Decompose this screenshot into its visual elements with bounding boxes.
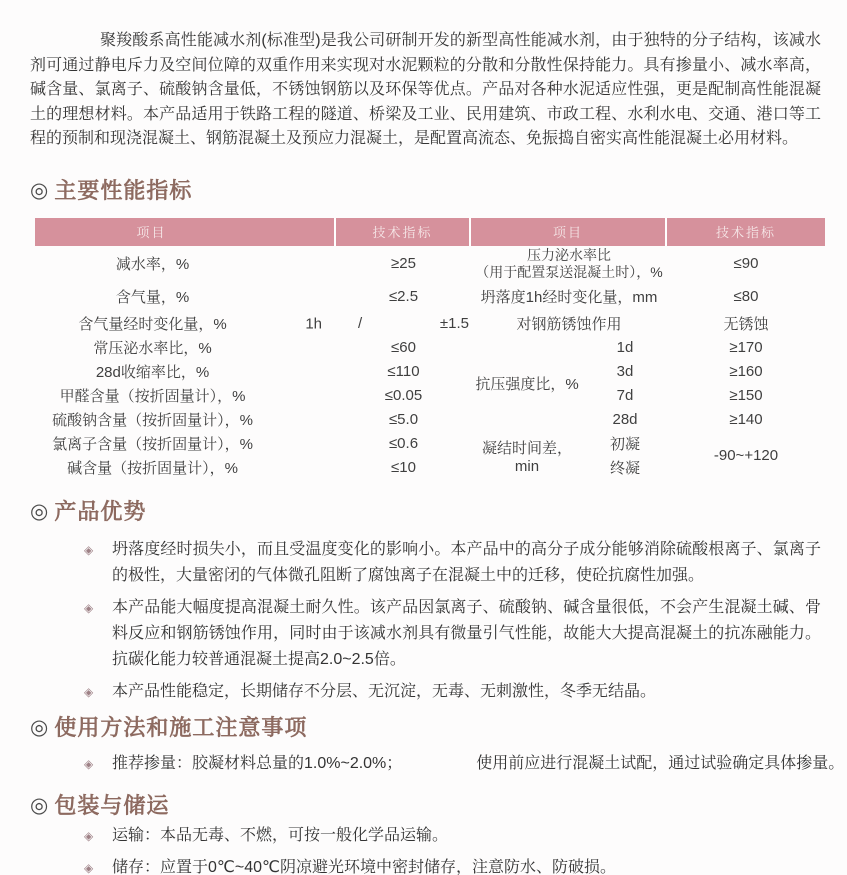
age-cell: 3d	[616, 363, 634, 380]
row-label: 对钢筋锈蚀作用	[516, 316, 622, 333]
age-cell: 7d	[616, 387, 634, 404]
section-title-usage: 使用方法和施工注意事项	[54, 714, 308, 740]
list-item	[84, 537, 821, 589]
list-item	[84, 751, 845, 777]
list-item	[84, 595, 821, 673]
table-row	[35, 360, 471, 384]
row-value: ≤80	[733, 288, 759, 305]
bullet-text: 储存：应置于0℃~40℃阴凉避光环境中密封储存，注意防水、防破损。	[112, 858, 616, 875]
bullet-text: 运输：本品无毒、不燃，可按一般化学品运输。	[112, 826, 449, 844]
section-heading-performance	[30, 178, 847, 204]
section-heading-usage	[30, 715, 847, 741]
value-cell: ≥150	[729, 387, 763, 404]
row-label: 甲醛含量（按折固量计），%	[59, 388, 246, 405]
dosage-text: 推荐掺量：胶凝材料总量的1.0%~2.0%；	[112, 754, 403, 772]
row-value: ≤2.5	[388, 288, 419, 305]
table-header-cell: 项目	[471, 218, 667, 246]
table-row	[35, 456, 471, 480]
table-left-half	[35, 246, 471, 480]
row-label: 常压泌水率比，%	[93, 340, 212, 357]
bullet-text	[112, 751, 844, 777]
strength-ratio-group	[471, 336, 825, 432]
row-value: ≤110	[387, 363, 420, 380]
ring-marker-icon: ◎	[30, 499, 50, 523]
section-heading-advantages	[30, 499, 847, 525]
value-cell: -90~+120	[713, 447, 779, 464]
performance-table	[35, 218, 825, 480]
value-cell: ≥140	[729, 411, 763, 428]
diamond-bullet-icon: ◈	[84, 756, 94, 771]
table-header-cell: 技术指标	[336, 218, 471, 246]
table-row	[35, 384, 471, 408]
advantages-list	[0, 537, 847, 705]
row-value	[336, 315, 471, 332]
section-title-advantages: 产品优势	[54, 498, 147, 524]
value-cell: ≥160	[729, 363, 763, 380]
setting-time-group	[471, 432, 825, 480]
intro-paragraph: 聚羧酸系高性能减水剂(标准型)是我公司研制开发的新型高性能减水剂，由于独特的分子结构，该减水剂可通过静电斥力及空间位障的双重作用来实现对水泥颗粒的分散和分散性保持能力。具有掺量小、减水率高，碱含量、氯离子、硫酸钠含量低，不锈蚀钢筋以及环保等优点。产品对各种水泥适应性强，更是配制高性能混凝土的理想材料。本产品适用于铁路工程的隧道、桥梁及工业、民用建筑、市政工程、水利水电、交通、港口等工程的预制和现浇混凝土、钢筋混凝土及预应力混凝土，是配置高流态、免振捣自密实高性能混凝土必用材料。	[30, 32, 821, 147]
row-value: ≤0.6	[388, 435, 419, 452]
row-value: ≤5.0	[388, 411, 419, 428]
table-header-cell: 技术指标	[667, 218, 825, 246]
sub-cell: 初凝	[609, 436, 640, 453]
row-label	[35, 313, 336, 334]
diamond-bullet-icon: ◈	[84, 600, 94, 615]
row-value: ≥25	[391, 255, 416, 272]
group-label: 抗压强度比，%	[475, 376, 579, 393]
row-value-text: ±1.5	[439, 315, 469, 332]
table-right-half	[471, 246, 825, 480]
row-value: ≤10	[391, 459, 416, 476]
group-values	[667, 336, 825, 432]
table-body	[35, 246, 825, 480]
row-label: 氯离子含量（按折固量计），%	[52, 436, 253, 453]
row-label: 坍落度1h经时变化量，mm	[480, 289, 658, 306]
row-label: 含气量，%	[115, 289, 190, 306]
section-title-performance: 主要性能指标	[54, 177, 193, 203]
ring-marker-icon: ◎	[30, 793, 50, 817]
age-cell: 1d	[616, 339, 634, 356]
table-header-cell: 项目	[35, 218, 336, 246]
row-time-value: 1h	[305, 315, 322, 332]
table-row	[35, 282, 471, 312]
document-page	[0, 29, 847, 875]
bullet-text: 坍落度经时损失小，而且受温度变化的影响小。本产品中的高分子成分能够消除硫酸根离子、氯离子的极性，大量密闭的气体微孔阻断了腐蚀离子在混凝土中的迁移，使砼抗腐性加强。	[112, 540, 821, 584]
ring-marker-icon: ◎	[30, 178, 50, 202]
row-label: 减水率，%	[115, 256, 190, 273]
packaging-list	[0, 823, 847, 875]
diamond-bullet-icon: ◈	[84, 684, 94, 699]
diamond-bullet-icon: ◈	[84, 828, 94, 843]
usage-list	[0, 751, 847, 777]
table-row	[471, 312, 825, 336]
group-values	[667, 432, 825, 480]
table-row	[35, 312, 471, 336]
group-ages	[583, 336, 667, 432]
section-title-packaging: 包装与储运	[54, 792, 170, 818]
bullet-text: 本产品能大幅度提高混凝土耐久性。该产品因氯离子、硫酸钠、碱含量很低，不会产生混凝土碱、骨料反应和钢筋锈蚀作用，同时由于该减水剂具有微量引气性能，故能大大提高混凝土的抗冻融能力。抗碳化能力较普通混凝土提高2.0~2.5倍。	[112, 598, 821, 668]
diamond-bullet-icon: ◈	[84, 860, 94, 875]
table-row	[35, 432, 471, 456]
list-item	[84, 823, 821, 849]
bullet-text: 本产品性能稳定，长期储存不分层、无沉淀，无毒、无刺激性，冬季无结晶。	[112, 682, 657, 700]
group-label: 凝结时间差，min	[481, 439, 572, 475]
row-label: 硫酸钠含量（按折固量计），%	[52, 412, 253, 429]
table-row	[471, 282, 825, 312]
table-row	[35, 336, 471, 360]
slash-separator: /	[358, 315, 363, 332]
ring-marker-icon: ◎	[30, 715, 50, 739]
row-label-text: 含气量经时变化量，%	[78, 316, 227, 333]
row-label-line2: （用于配置泵送混凝土时），%	[475, 263, 663, 280]
table-row	[471, 246, 825, 282]
row-label-line1: 压力泌水率比	[527, 247, 611, 263]
row-label: 碱含量（按折固量计），%	[67, 460, 238, 477]
row-label	[471, 247, 667, 280]
section-heading-packaging	[30, 793, 847, 819]
diamond-bullet-icon: ◈	[84, 542, 94, 557]
table-row	[35, 408, 471, 432]
row-value: 无锈蚀	[723, 316, 769, 333]
list-item	[84, 679, 821, 705]
row-value: ≤0.05	[384, 387, 423, 404]
row-value: ≤60	[391, 339, 416, 356]
row-value: ≤90	[733, 255, 759, 272]
row-label: 28d收缩率比，%	[95, 364, 210, 381]
sub-cell: 终凝	[609, 460, 640, 477]
table-header-row	[35, 218, 825, 246]
age-cell: 28d	[612, 411, 638, 428]
group-subs	[583, 432, 667, 480]
list-item	[84, 855, 821, 875]
value-cell: ≥170	[729, 339, 763, 356]
table-row	[35, 246, 471, 282]
note-text: 使用前应进行混凝土试配，通过试验确定具体掺量。	[476, 754, 845, 772]
